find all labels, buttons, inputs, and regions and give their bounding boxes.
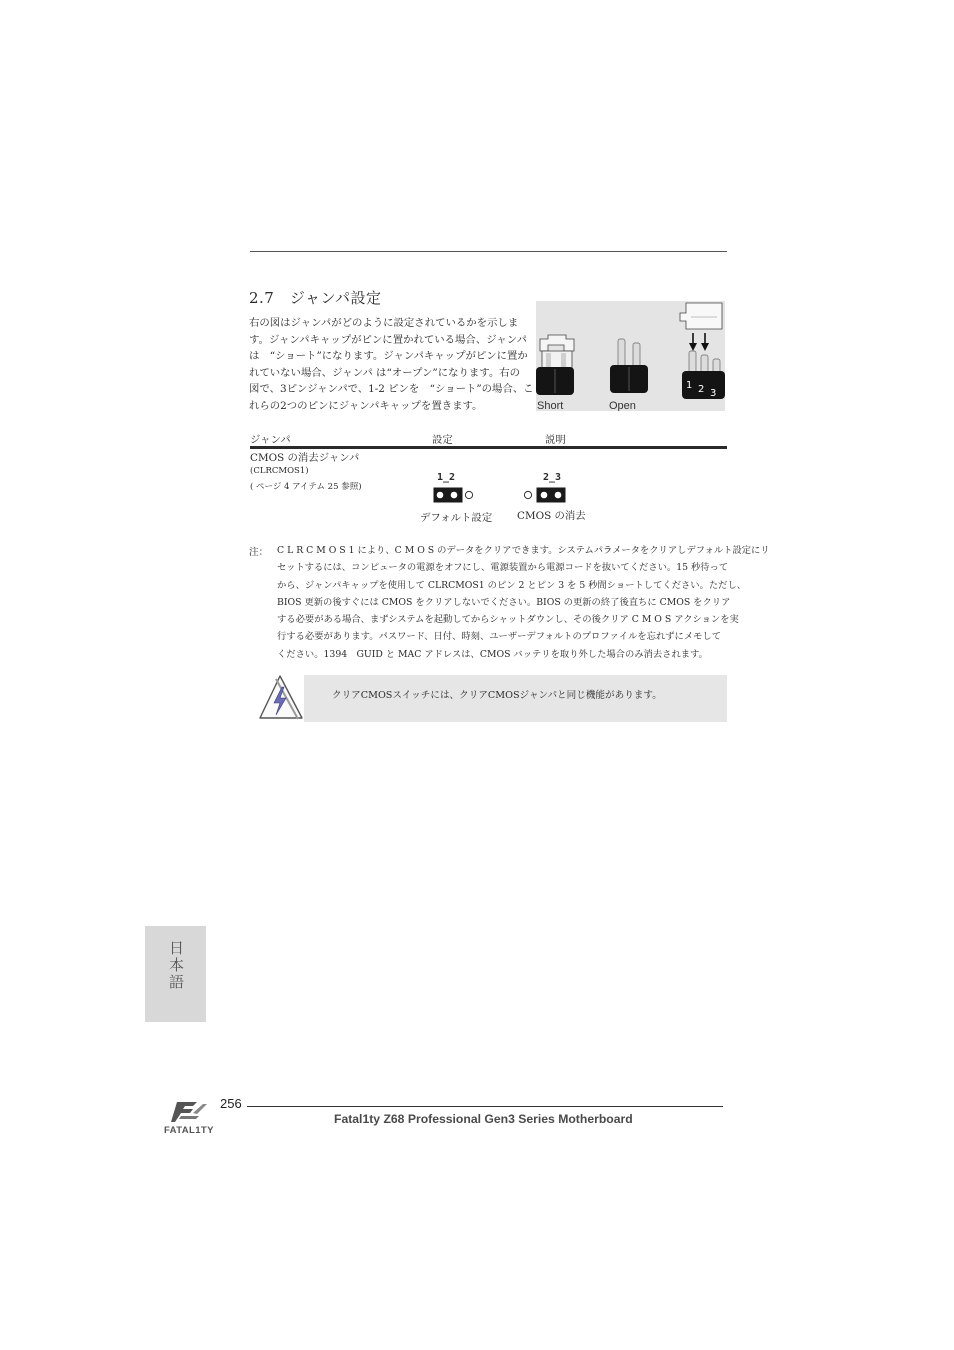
setting-default-caption: デフォルト設定 [420,512,493,524]
note-line: 行する必要があります。パスワード、日付、時刻、ユーザーデフォルトのプロファイルを忘れずにメモして [277,631,722,643]
open-label: Open [609,400,636,411]
intro-line: は “ショート”になります。ジャンパキャップがピンに置か [249,350,528,363]
open-jumper-graphic [610,339,648,393]
jumper-page-ref: ( ページ 4 アイテム 25 参照) [250,482,362,492]
short-label: Short [537,400,564,411]
intro-line: 図で、3ピンジャンパで、1-2 ピンを “ショート”の場合、こ [249,383,534,396]
note-line: セットするには、コンピュータの電源をオフにし、電源装置から電源コードを抜いてください。15 秒待って [277,562,729,574]
jumper-id: (CLRCMOS1) [250,466,309,476]
pin-number-1: 1 [686,380,693,391]
setting-clear-graphic [521,487,567,507]
intro-paragraph [249,315,534,415]
intro-line: 右の図はジャンパがどのように設定されているかを示しま [249,317,519,329]
footer-divider [247,1106,723,1107]
language-side-tab-label: 日本語 [167,940,185,991]
page-number: 256 [220,1096,242,1111]
intro-line: れらの2つのピンにジャンパキャップを置きます。 [249,399,483,412]
setting-default-graphic [433,487,477,507]
section-title: 2.7 ジャンパ設定 [249,289,382,307]
note-line: C L R C M O S 1 により、C M O S のデータをクリアできます。システムパラメータをクリアしデフォルト設定にリ [277,545,770,556]
note-mark: 注： [249,547,269,558]
table-header-jumper: ジャンパ [250,434,291,446]
note-line: ください。1394 GUID と MAC アドレスは、CMOS バッテリを取り外した場合のみ消去されます。 [277,648,708,660]
table-header-description: 説明 [545,434,566,446]
jumper-name: CMOS の消去ジャンパ [250,452,360,464]
table-header-setting: 設定 [432,434,453,446]
pin-number-3: 3 [710,388,717,399]
fatal1ty-logo [163,1096,219,1136]
intro-line: れていない場合、ジャンパ は“オープン”になります。右の [249,366,520,379]
warning-callout-text: クリアCMOSスイッチには、クリアCMOSジャンパと同じ機能があります。 [332,690,662,701]
short-jumper-graphic [536,335,574,395]
note-paragraph [277,542,770,663]
note-line: BIOS 更新の後すぐには CMOS をクリアしないでください。BIOS の更新の終了後直ちに CMOS をクリア [277,596,731,608]
jumper-illustration-svg [536,301,725,411]
warning-icon [258,673,304,725]
note-line: から、ジャンパキャップを使用して CLRCMOS1 のピン 2 とピン 3 を 5 秒間ショートしてください。ただし、 [277,579,747,591]
jumper-diagram [536,301,725,411]
setting-clear-caption: CMOS の消去 [517,510,586,522]
intro-line: す。ジャンパキャップがピンに置かれている場合、ジャンパ [249,333,527,346]
top-divider [250,251,727,252]
logo-text: FATAL1TY [164,1125,214,1136]
setting-clear-pins: 2_3 [543,472,562,483]
pin-number-2: 2 [698,384,705,395]
setting-default-pins: 1_2 [437,472,456,483]
footer-title: Fatal1ty Z68 Professional Gen3 Series Motherboard [334,1112,633,1126]
note-line: する必要がある場合、まずシステムを起動してからシャットダウンし、その後クリア C M O S アクションを実 [277,614,739,626]
